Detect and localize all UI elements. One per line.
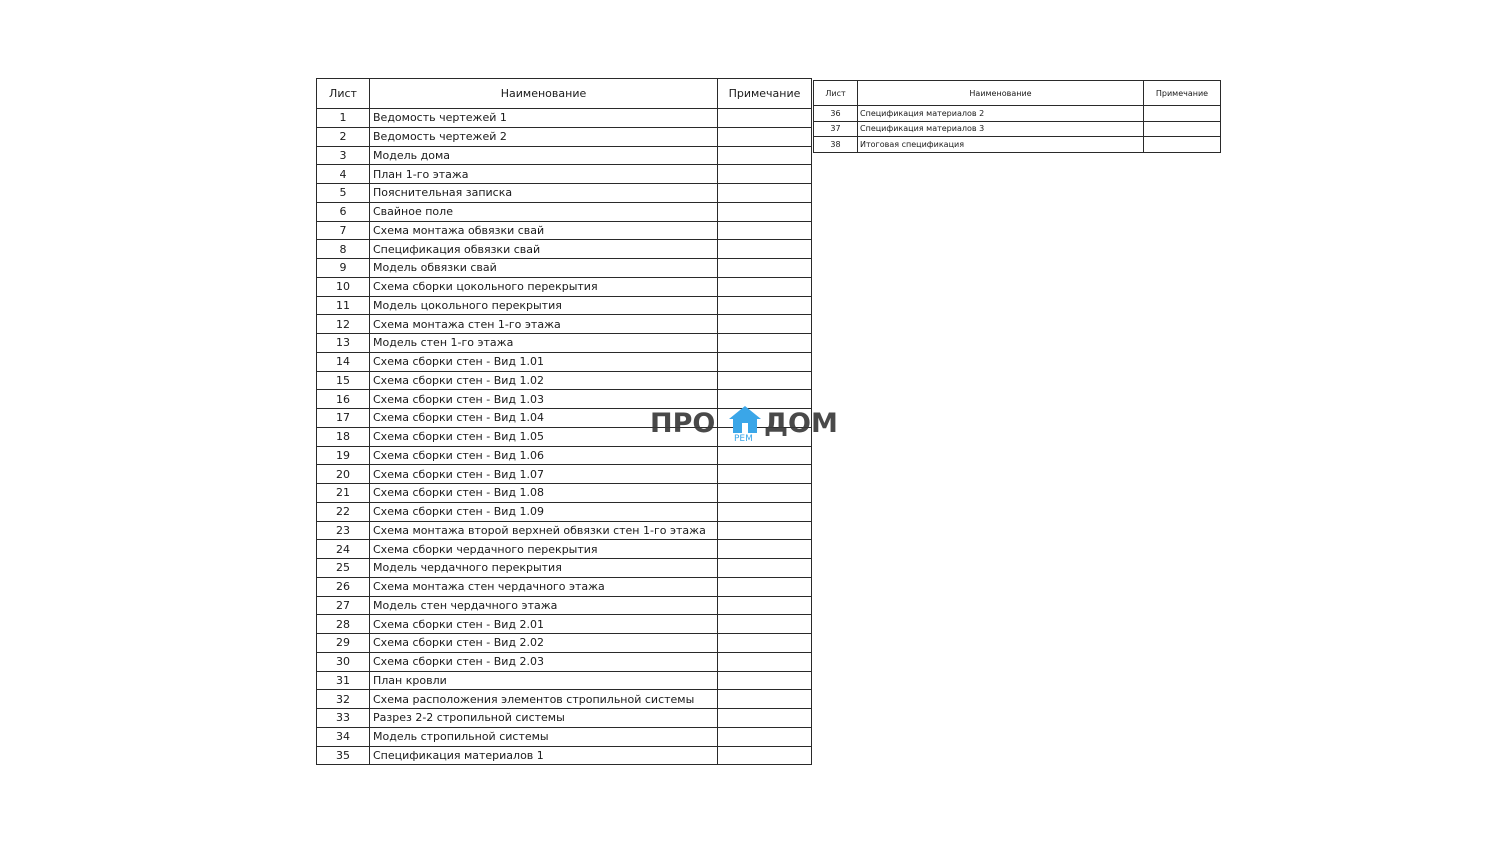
table-row [317, 146, 812, 165]
sheet-number-cell: 22 [317, 502, 370, 521]
sheet-note-cell [718, 165, 812, 184]
sheet-number-cell: 21 [317, 484, 370, 503]
sheet-name-cell: План кровли [370, 671, 718, 690]
header-sheet: Лист [814, 81, 858, 106]
sheet-note-cell [718, 652, 812, 671]
drawing-list-table-right [813, 80, 1221, 153]
sheet-name-cell: Спецификация обвязки свай [370, 240, 718, 259]
sheet-number-cell: 12 [317, 315, 370, 334]
sheet-name-cell: Модель стен чердачного этажа [370, 596, 718, 615]
sheet-number-cell: 25 [317, 559, 370, 578]
sheet-note-cell [718, 334, 812, 353]
sheet-name-cell: Пояснительная записка [370, 184, 718, 203]
sheet-note-cell [718, 521, 812, 540]
table-row [317, 277, 812, 296]
table-row [317, 502, 812, 521]
sheet-number-cell: 11 [317, 296, 370, 315]
sheet-name-cell: Схема монтажа обвязки свай [370, 221, 718, 240]
sheet-name-cell: Схема сборки стен - Вид 1.07 [370, 465, 718, 484]
table-row [317, 109, 812, 128]
table-row [317, 596, 812, 615]
sheet-number-cell: 10 [317, 277, 370, 296]
sheet-name-cell: Модель обвязки свай [370, 259, 718, 278]
sheet-number-cell: 7 [317, 221, 370, 240]
sheet-note-cell [718, 146, 812, 165]
sheet-note-cell [718, 615, 812, 634]
table-row [317, 127, 812, 146]
sheet-name-cell: Модель цокольного перекрытия [370, 296, 718, 315]
sheet-number-cell: 3 [317, 146, 370, 165]
sheet-note-cell [718, 502, 812, 521]
sheet-note-cell [718, 746, 812, 765]
sheet-name-cell: Спецификация материалов 2 [858, 106, 1144, 122]
sheet-name-cell: Модель стропильной системы [370, 727, 718, 746]
sheet-number-cell: 13 [317, 334, 370, 353]
sheet-number-cell: 38 [814, 137, 858, 153]
table-row [317, 634, 812, 653]
sheet-name-cell: Схема сборки цокольного перекрытия [370, 277, 718, 296]
table-row [317, 465, 812, 484]
table-row [317, 577, 812, 596]
sheet-note-cell [718, 446, 812, 465]
sheet-name-cell: Схема сборки стен - Вид 1.05 [370, 427, 718, 446]
table-body-right [814, 106, 1221, 153]
sheet-name-cell: Спецификация материалов 1 [370, 746, 718, 765]
table-row [317, 690, 812, 709]
sheet-number-cell: 31 [317, 671, 370, 690]
sheet-number-cell: 23 [317, 521, 370, 540]
sheet-number-cell: 35 [317, 746, 370, 765]
table-row [317, 202, 812, 221]
sheet-note-cell [1144, 121, 1221, 137]
sheet-name-cell: Схема монтажа второй верхней обвязки стен 1-го этажа [370, 521, 718, 540]
sheet-number-cell: 33 [317, 709, 370, 728]
sheet-name-cell: Схема сборки чердачного перекрытия [370, 540, 718, 559]
sheet-number-cell: 36 [814, 106, 858, 122]
house-icon [728, 405, 762, 435]
sheet-name-cell: Свайное поле [370, 202, 718, 221]
sheet-name-cell: Ведомость чертежей 2 [370, 127, 718, 146]
watermark-logo [650, 404, 850, 446]
sheet-name-cell: Ведомость чертежей 1 [370, 109, 718, 128]
sheet-number-cell: 2 [317, 127, 370, 146]
table-row [317, 709, 812, 728]
table-row [317, 446, 812, 465]
table-row [317, 521, 812, 540]
sheet-note-cell [718, 634, 812, 653]
table-header-row [814, 81, 1221, 106]
sheet-number-cell: 1 [317, 109, 370, 128]
sheet-number-cell: 18 [317, 427, 370, 446]
table-row [317, 221, 812, 240]
sheet-note-cell [718, 709, 812, 728]
sheet-note-cell [718, 240, 812, 259]
sheet-name-cell: Итоговая спецификация [858, 137, 1144, 153]
sheet-number-cell: 34 [317, 727, 370, 746]
table-row [317, 165, 812, 184]
sheet-number-cell: 17 [317, 409, 370, 428]
sheet-number-cell: 37 [814, 121, 858, 137]
sheet-note-cell [718, 109, 812, 128]
header-note: Примечание [718, 79, 812, 109]
sheet-name-cell: Схема сборки стен - Вид 1.04 [370, 409, 718, 428]
table-row [814, 121, 1221, 137]
sheet-note-cell [718, 484, 812, 503]
sheet-name-cell: Схема сборки стен - Вид 1.01 [370, 352, 718, 371]
sheet-note-cell [718, 577, 812, 596]
header-sheet: Лист [317, 79, 370, 109]
table-row [317, 240, 812, 259]
sheet-note-cell [1144, 106, 1221, 122]
sheet-note-cell [718, 540, 812, 559]
sheet-name-cell: Схема сборки стен - Вид 2.03 [370, 652, 718, 671]
sheet-number-cell: 6 [317, 202, 370, 221]
sheet-name-cell: Схема сборки стен - Вид 1.03 [370, 390, 718, 409]
sheet-name-cell: Схема сборки стен - Вид 1.02 [370, 371, 718, 390]
sheet-number-cell: 14 [317, 352, 370, 371]
table-row [317, 540, 812, 559]
table-row [317, 371, 812, 390]
table-row [814, 106, 1221, 122]
table-row [317, 352, 812, 371]
sheet-note-cell [718, 184, 812, 203]
table-row [814, 137, 1221, 153]
sheet-note-cell [718, 559, 812, 578]
sheet-name-cell: Схема монтажа стен чердачного этажа [370, 577, 718, 596]
sheet-number-cell: 29 [317, 634, 370, 653]
table-row [317, 727, 812, 746]
sheet-number-cell: 30 [317, 652, 370, 671]
sheet-name-cell: Спецификация материалов 3 [858, 121, 1144, 137]
table-row [317, 334, 812, 353]
sheet-number-cell: 5 [317, 184, 370, 203]
sheet-note-cell [718, 296, 812, 315]
sheet-name-cell: Схема расположения элементов стропильной системы [370, 690, 718, 709]
table-row [317, 484, 812, 503]
header-name: Наименование [370, 79, 718, 109]
table-row [317, 615, 812, 634]
sheet-number-cell: 19 [317, 446, 370, 465]
sheet-name-cell: Схема монтажа стен 1-го этажа [370, 315, 718, 334]
sheet-note-cell [718, 221, 812, 240]
table-header-row [317, 79, 812, 109]
sheet-name-cell: Схема сборки стен - Вид 1.06 [370, 446, 718, 465]
sheet-number-cell: 27 [317, 596, 370, 615]
sheet-number-cell: 4 [317, 165, 370, 184]
sheet-name-cell: Модель стен 1-го этажа [370, 334, 718, 353]
header-note: Примечание [1144, 81, 1221, 106]
sheet-name-cell: Модель чердачного перекрытия [370, 559, 718, 578]
sheet-number-cell: 20 [317, 465, 370, 484]
table-row [317, 259, 812, 278]
sheet-name-cell: Разрез 2-2 стропильной системы [370, 709, 718, 728]
sheet-note-cell [718, 277, 812, 296]
table-row [317, 559, 812, 578]
sheet-name-cell: Схема сборки стен - Вид 2.02 [370, 634, 718, 653]
sheet-name-cell: Схема сборки стен - Вид 1.09 [370, 502, 718, 521]
sheet-note-cell [718, 202, 812, 221]
header-name: Наименование [858, 81, 1144, 106]
logo-text-left: ПРО [650, 408, 716, 439]
logo-text-right: ДОМ [764, 408, 838, 439]
table-row [317, 746, 812, 765]
sheet-name-cell: Схема сборки стен - Вид 1.08 [370, 484, 718, 503]
sheet-number-cell: 26 [317, 577, 370, 596]
table-row [317, 671, 812, 690]
sheet-note-cell [718, 671, 812, 690]
sheet-number-cell: 28 [317, 615, 370, 634]
sheet-note-cell [718, 690, 812, 709]
sheet-note-cell [718, 352, 812, 371]
sheet-note-cell [718, 259, 812, 278]
sheet-note-cell [718, 127, 812, 146]
sheet-note-cell [718, 596, 812, 615]
sheet-name-cell: Модель дома [370, 146, 718, 165]
sheet-note-cell [718, 727, 812, 746]
table-row [317, 315, 812, 334]
sheet-number-cell: 16 [317, 390, 370, 409]
sheet-note-cell [718, 465, 812, 484]
sheet-number-cell: 32 [317, 690, 370, 709]
sheet-number-cell: 8 [317, 240, 370, 259]
table-row [317, 184, 812, 203]
sheet-name-cell: План 1-го этажа [370, 165, 718, 184]
sheet-name-cell: Схема сборки стен - Вид 2.01 [370, 615, 718, 634]
sheet-number-cell: 24 [317, 540, 370, 559]
sheet-number-cell: 15 [317, 371, 370, 390]
table-row [317, 652, 812, 671]
sheet-note-cell [718, 371, 812, 390]
sheet-number-cell: 9 [317, 259, 370, 278]
logo-subtext: РЕМ [734, 434, 753, 444]
table-row [317, 296, 812, 315]
sheet-note-cell [1144, 137, 1221, 153]
sheet-note-cell [718, 315, 812, 334]
